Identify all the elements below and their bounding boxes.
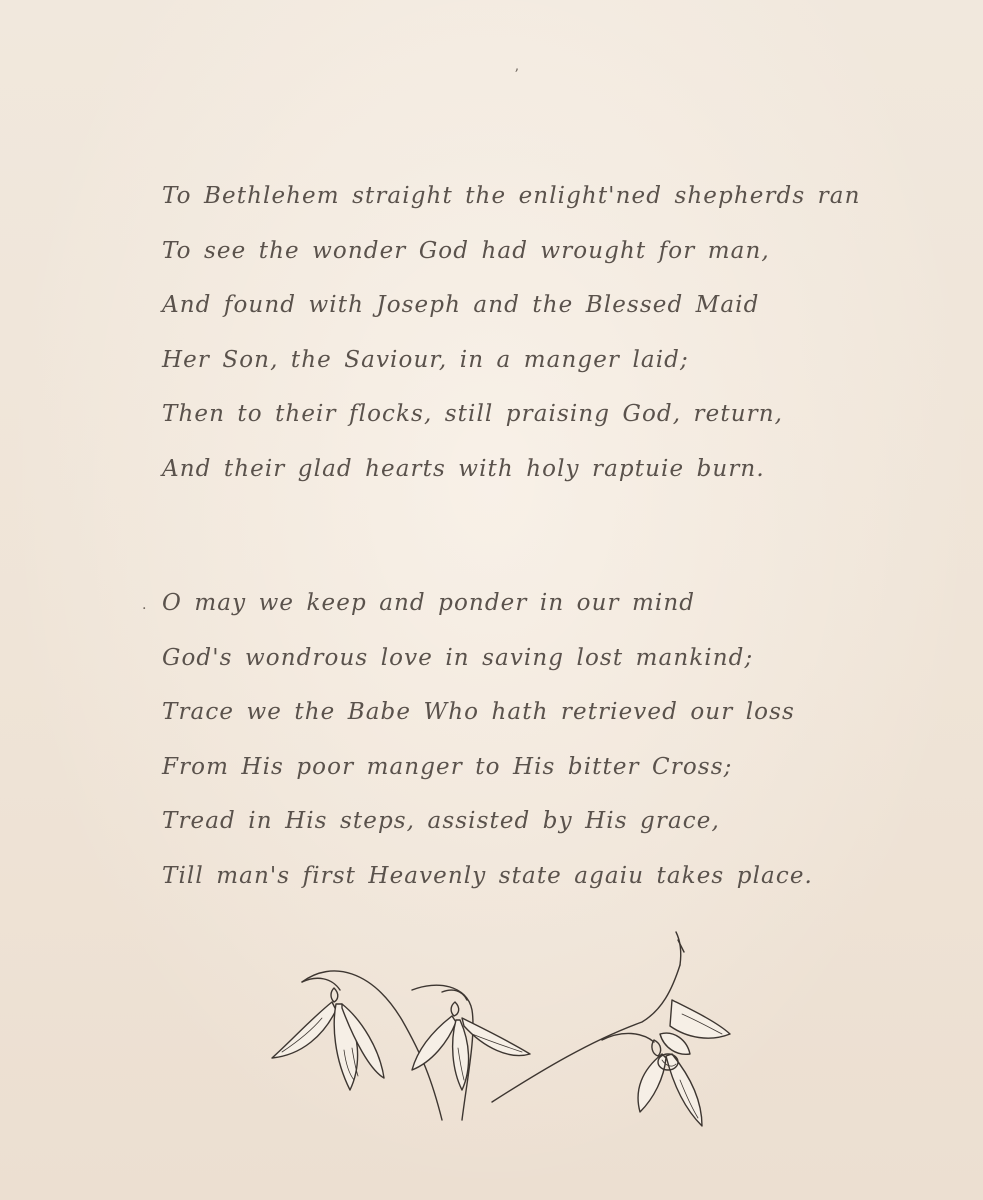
poem-line: Till man's first Heavenly state agaiu takes place. bbox=[162, 862, 813, 889]
poem-line: And their glad hearts with holy raptuie burn. bbox=[162, 455, 765, 482]
poem-line: Tread in His steps, assisted by His grace, bbox=[162, 808, 720, 834]
poem-line: God's wondrous love in saving lost mankind; bbox=[162, 644, 754, 671]
poem-line: To see the wonder God had wrought for man, bbox=[162, 237, 770, 264]
poem-line: O may we keep and ponder in our mind bbox=[162, 590, 696, 616]
ink-speck: ʼ bbox=[514, 67, 519, 83]
poem-line: Then to their flocks, still praising God, return, bbox=[162, 401, 784, 427]
poem-line: Trace we the Babe Who hath retrieved our loss bbox=[162, 699, 795, 725]
poem-line: Her Son, the Saviour, in a manger laid; bbox=[162, 346, 689, 373]
poem-stanza-2 bbox=[162, 576, 882, 903]
poem-stanza-1 bbox=[162, 169, 882, 496]
poem-line: From His poor manger to His bitter Cross; bbox=[162, 753, 733, 780]
poem-line: And found with Joseph and the Blessed Maid bbox=[162, 292, 760, 318]
poem-line: To Bethlehem straight the enlight'ned shepherds ran bbox=[162, 183, 861, 209]
snowdrop-flowers-icon bbox=[262, 930, 742, 1130]
ink-speck: . bbox=[142, 597, 147, 613]
